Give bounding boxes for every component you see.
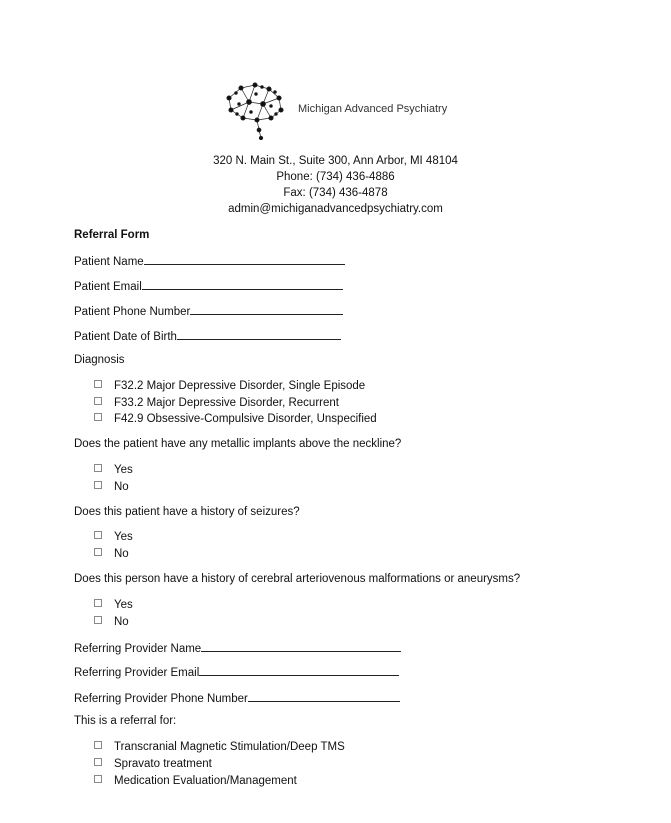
referral-option-label: Transcranial Magnetic Stimulation/Deep TMS	[114, 741, 345, 753]
seizures-yes[interactable]	[94, 531, 133, 543]
implants-yes[interactable]	[94, 464, 133, 476]
seizures-question: Does this patient have a history of seizures?	[74, 506, 300, 518]
fax: Fax: (734) 436-4878	[283, 187, 388, 199]
provider-phone-label: Referring Provider Phone Number	[74, 693, 248, 705]
patient-dob-blank[interactable]	[177, 329, 341, 340]
checkbox[interactable]	[94, 599, 102, 607]
referral-option[interactable]	[94, 741, 345, 753]
patient-phone-field[interactable]	[74, 304, 343, 318]
checkbox[interactable]	[94, 481, 102, 489]
checkbox[interactable]	[94, 548, 102, 556]
implants-question: Does the patient have any metallic implants above the neckline?	[74, 438, 402, 450]
patient-name-field[interactable]	[74, 254, 345, 268]
checkbox[interactable]	[94, 758, 102, 766]
brand-name: Michigan Advanced Psychiatry	[298, 103, 448, 115]
patient-dob-field[interactable]	[74, 329, 341, 343]
patient-phone-label: Patient Phone Number	[74, 306, 191, 318]
diagnosis-option[interactable]	[94, 380, 365, 392]
seizures-no[interactable]	[94, 548, 129, 560]
diagnosis-option[interactable]	[94, 413, 377, 425]
patient-email-label: Patient Email	[74, 281, 142, 293]
referral-option[interactable]	[94, 758, 212, 770]
provider-name-field[interactable]	[74, 641, 401, 655]
diagnosis-option[interactable]	[94, 397, 339, 409]
patient-dob-label: Patient Date of Birth	[74, 331, 177, 343]
referral-for-label: This is a referral for:	[74, 715, 177, 727]
checkbox[interactable]	[94, 741, 102, 749]
no-label: No	[114, 481, 129, 493]
form-title: Referral Form	[74, 229, 150, 241]
referral-option-label: Medication Evaluation/Management	[114, 775, 297, 787]
checkbox[interactable]	[94, 413, 102, 421]
provider-email-blank[interactable]	[199, 665, 399, 676]
patient-name-label: Patient Name	[74, 256, 144, 268]
email: admin@michiganadvancedpsychiatry.com	[228, 203, 443, 215]
avm-yes[interactable]	[94, 599, 133, 611]
diagnosis-option-label: F42.9 Obsessive-Compulsive Disorder, Unspecified	[114, 413, 377, 425]
patient-email-field[interactable]	[74, 279, 343, 293]
checkbox[interactable]	[94, 616, 102, 624]
provider-email-field[interactable]	[74, 665, 399, 679]
provider-name-blank[interactable]	[201, 641, 401, 652]
no-label: No	[114, 548, 129, 560]
yes-label: Yes	[114, 531, 133, 543]
implants-no[interactable]	[94, 481, 129, 493]
provider-email-label: Referring Provider Email	[74, 667, 200, 679]
brain-network-icon	[221, 80, 291, 140]
phone: Phone: (734) 436-4886	[276, 171, 395, 183]
checkbox[interactable]	[94, 464, 102, 472]
provider-name-label: Referring Provider Name	[74, 643, 202, 655]
diagnosis-option-label: F33.2 Major Depressive Disorder, Recurrent	[114, 397, 339, 409]
yes-label: Yes	[114, 464, 133, 476]
patient-email-blank[interactable]	[142, 279, 343, 290]
address: 320 N. Main St., Suite 300, Ann Arbor, MI 48104	[213, 155, 458, 167]
checkbox[interactable]	[94, 380, 102, 388]
diagnosis-label: Diagnosis	[74, 354, 125, 366]
patient-phone-blank[interactable]	[190, 304, 343, 315]
diagnosis-option-label: F32.2 Major Depressive Disorder, Single Episode	[114, 380, 366, 392]
checkbox[interactable]	[94, 397, 102, 405]
checkbox[interactable]	[94, 531, 102, 539]
patient-name-blank[interactable]	[144, 254, 345, 265]
referral-option[interactable]	[94, 775, 297, 787]
yes-label: Yes	[114, 599, 133, 611]
avm-question: Does this person have a history of cerebral arteriovenous malformations or aneurysms?	[74, 573, 521, 585]
logo	[221, 80, 451, 140]
checkbox[interactable]	[94, 775, 102, 783]
provider-phone-blank[interactable]	[248, 691, 400, 702]
avm-no[interactable]	[94, 616, 129, 628]
referral-option-label: Spravato treatment	[114, 758, 212, 770]
no-label: No	[114, 616, 129, 628]
provider-phone-field[interactable]	[74, 691, 400, 705]
